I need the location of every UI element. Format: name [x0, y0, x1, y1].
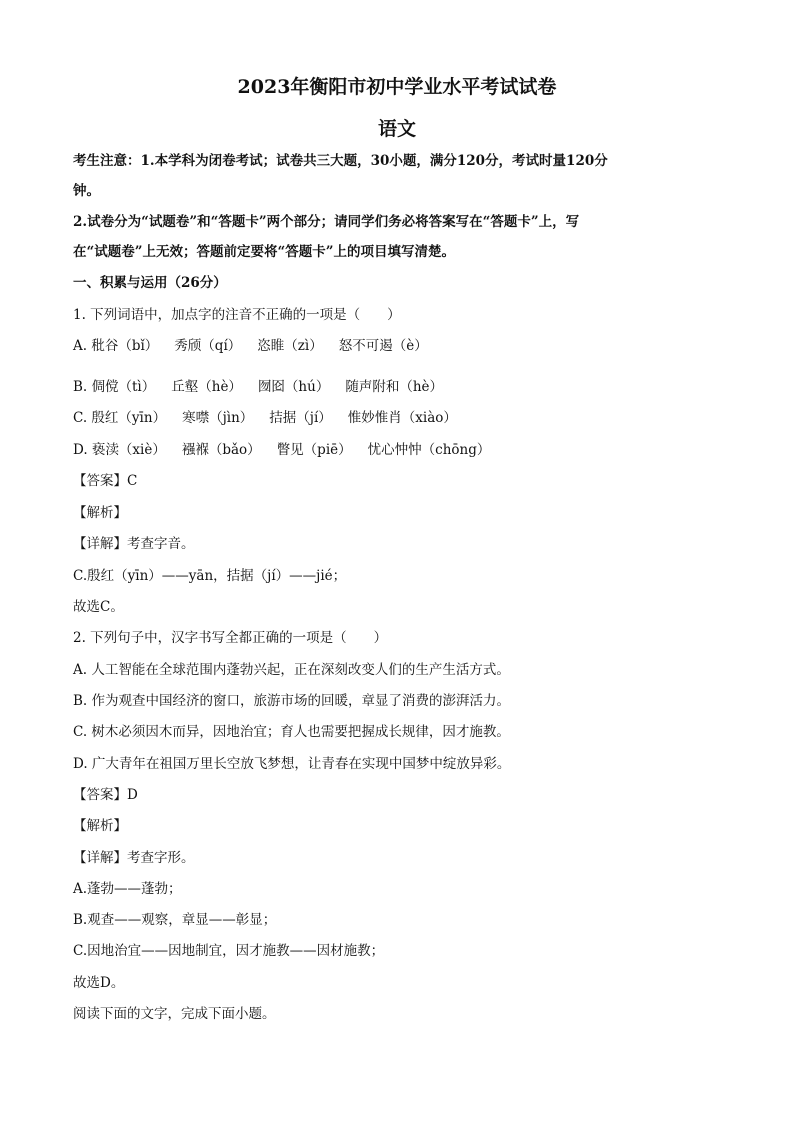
reading-intro: 阅读下面的文字，完成下面小题。 — [73, 1006, 276, 1022]
q1-a-3: 恣睢（zì） — [257, 338, 323, 354]
q1-c-2: 寒噤（jìn） — [182, 410, 254, 426]
q1-b-4: 随声附和（hè） — [345, 379, 444, 395]
q2-explain-a: A.蓬勃——蓬勃； — [73, 881, 182, 897]
q1-option-c — [73, 409, 457, 427]
q1-c-3: 拮据（jí） — [269, 410, 332, 426]
q1-b-1: B. 倜傥（tì） — [73, 379, 156, 395]
q2-option-c: C. 树木必须因木而异，因地治宜；育人也需要把握成长规律，因才施教。 — [73, 724, 510, 740]
q1-a-4: 怒不可遏（è） — [338, 338, 428, 354]
q1-a-1: A. 秕谷（bǐ） — [73, 338, 159, 354]
q1-d-3: 瞥见（piē） — [276, 442, 352, 458]
q1-d-2: 襁褓（bǎo） — [181, 442, 261, 458]
q1-option-b — [73, 378, 443, 396]
q2-option-b: B. 作为观查中国经济的窗口，旅游市场的回暖，章显了消费的澎湃活力。 — [73, 693, 511, 709]
q2-detail: 【详解】考查字形。 — [73, 850, 195, 866]
q1-a-2: 秀颀（qí） — [174, 338, 242, 354]
q1-d-4: 忧心忡忡（chōng） — [367, 442, 491, 458]
q2-analysis-label: 【解析】 — [73, 818, 127, 834]
q2-explain-c: C.因地治宜——因地制宜，因才施教——因材施教； — [73, 943, 385, 959]
q2-conclusion: 故选D。 — [73, 975, 125, 991]
q1-explain: C.殷红（yīn）——yān，拮据（jí）——jié； — [73, 568, 347, 584]
q1-d-1: D. 亵渎（xiè） — [73, 442, 166, 458]
q1-b-2: 丘壑（hè） — [171, 379, 242, 395]
q1-detail: 【详解】考查字音。 — [73, 536, 195, 552]
notice-line-1: 考生注意：1.本学科为闭卷考试；试卷共三大题，30小题，满分120分，考试时量120分 — [73, 153, 608, 169]
q1-option-d — [73, 441, 490, 459]
notice-line-2: 钟。 — [73, 183, 100, 199]
notice-line-4: 在“试题卷”上无效；答题前定要将“答题卡”上的项目填写清楚。 — [73, 244, 456, 260]
q2-option-d: D. 广大青年在祖国万里长空放飞梦想，让青春在实现中国梦中绽放异彩。 — [73, 756, 511, 772]
q2-stem: 2. 下列句子中，汉字书写全都正确的一项是（ ） — [73, 630, 388, 646]
subject-title: 语文 — [377, 118, 416, 140]
section-heading: 一、积累与运用（26分） — [73, 275, 227, 291]
q1-analysis-label: 【解析】 — [73, 505, 127, 521]
q2-option-a: A. 人工智能在全球范围内蓬勃兴起，正在深刻改变人们的生产生活方式。 — [73, 662, 510, 678]
q2-explain-b: B.观查——观察，章显——彰显； — [73, 912, 277, 928]
q2-answer: 【答案】D — [73, 787, 138, 803]
notice-line-3: 2.试卷分为“试题卷”和“答题卡”两个部分；请同学们务必将答案写在“答题卡”上，写 — [73, 214, 580, 230]
page-title: 2023年衡阳市初中学业水平考试试卷 — [237, 76, 557, 98]
q1-b-3: 囫囵（hú） — [257, 379, 330, 395]
q1-option-a — [73, 337, 428, 355]
q1-c-1: C. 殷红（yīn） — [73, 410, 167, 426]
q1-answer: 【答案】C — [73, 473, 138, 489]
q1-c-4: 惟妙惟肖（xiào） — [347, 410, 457, 426]
q1-stem: 1. 下列词语中，加点字的注音不正确的一项是（ ） — [73, 307, 401, 323]
q1-conclusion: 故选C。 — [73, 599, 124, 615]
